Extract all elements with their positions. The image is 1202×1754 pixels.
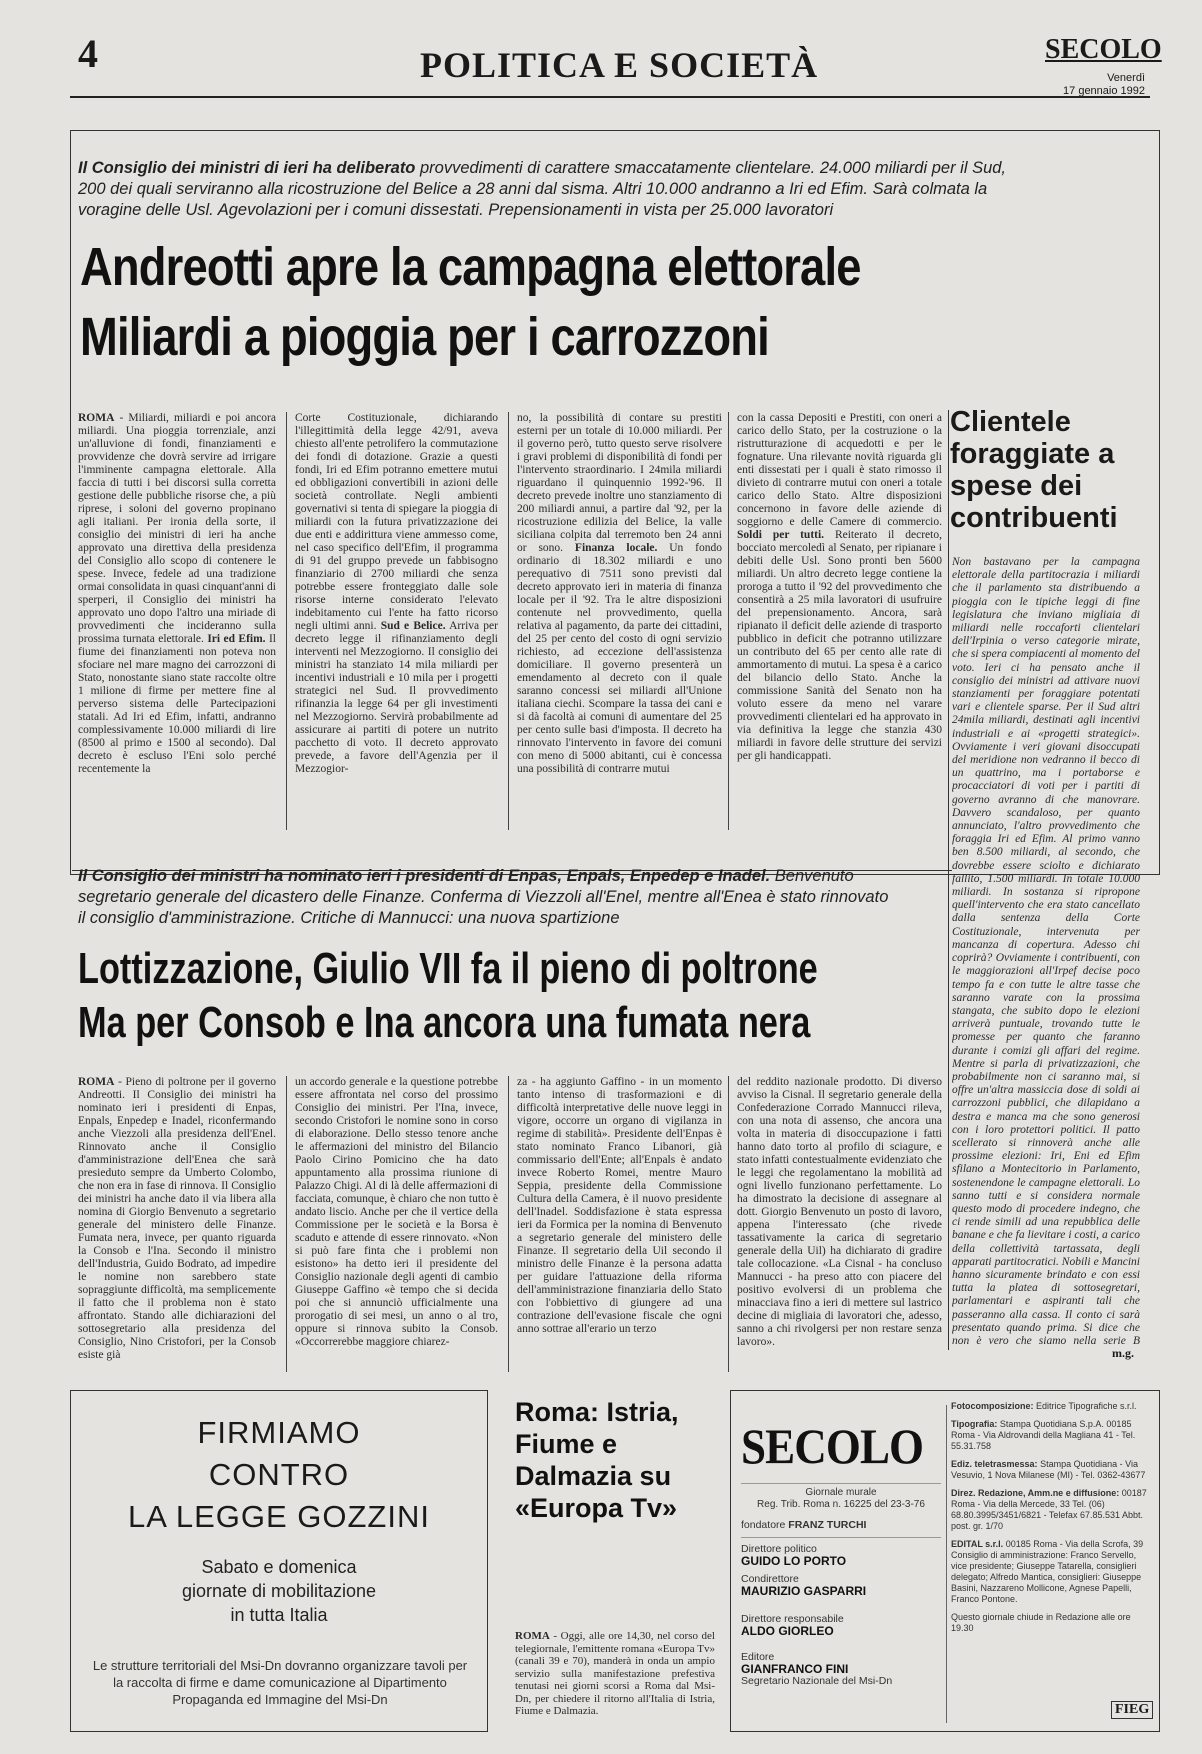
masthead-rule [741,1537,941,1538]
dateline-lead: ROMA [78,1076,115,1088]
masthead-logo: SECOLO [741,1418,924,1474]
petition-box [70,1390,488,1732]
petition-sub-1: Sabato e domenica [201,1557,357,1577]
masthead-logo-rule [741,1483,941,1484]
credit-printing: Tipografia: Stampa Quotidiana S.p.A. 00185 Roma - Via Aldrovandi della Magliana 41 - Tel. 55.31.758 [951,1419,1136,1451]
article2-column-4 [728,1076,942,1372]
condirector-label: Condirettore [741,1573,799,1585]
article2-column-3 [508,1076,722,1372]
article1-column-1 [78,412,276,830]
page-number: 4 [78,31,98,76]
column-text: Un fondo ordinario di 18.302 miliardi e uno perequativo di 7511 sono previsti dal decreto approvato ieri in materia di finanza locale per il '92. Tra le altre disposizioni contenute nel provvedimento, quella relativa al pagamento, da parte dei cittadini, del 25 per cento del costo di ogni servizio richiesto, ad eccezione dell'assistenza domiciliare. Il governo presenterà un emendamento al decreto con il quale saranno concessi sei miliardi all'Unione italiana ciechi. Scompare la tassa dei cani e si dà facoltà ai comuni di aumentare del 25 per cento sulle basi d'imposta. Il decreto ha rinnovato l'intervento in favore dei comuni con meno di 5000 abitanti, cui è concessa una possibilità di contrarre mutui [517,542,722,775]
petition-sub-2: giornate di mobilitazione [181,1581,377,1601]
credit-editorial-office: Direz. Redazione, Amm.ne e diffusione: 00187 Roma - Via della Mercede, 33 Tel. (06) 68.80.3995/3451/6821 - Telefax 67.85.531 Abbt. post. gr. 1/70 [951,1488,1147,1531]
masthead-registration: Reg. Trib. Roma n. 16225 del 23-3-76 [757,1499,925,1510]
masthead-credits [951,1401,1151,1641]
masthead-director [741,1543,951,1567]
article2-headline-2: Ma per Consob e Ina ancora una fumata nera [78,998,811,1047]
petition-footer: Le strutture territoriali del Msi-Dn dovranno organizzare tavoli per la raccolta di firme e dame comunicazione al Dipartimento Propaganda ed Immagine del Msi-Dn [92,1658,468,1707]
article1-column-2 [286,412,498,830]
date: 17 gennaio 1992 [1063,85,1145,97]
column-text: no, la possibilità di contare su prestiti esterni per un totale di 10.000 miliardi. Per il governo però, tutto questo serve risolvere i gravi problemi di disponibilità di fondi per l'intervento straordinario. I 24mila miliardi riguardano il quinquennio 1992-'96. Il decreto prevede inoltre uno stanziamento di 200 miliardi annui, a partire dal '92, per la ricostruzione edilizia del Belice, la valle siciliana colpita dal terremoto ben 24 anni or sono. [517,412,722,554]
sidebar-headline: Clientele foraggiate a spese dei contribuenti [950,406,1118,534]
credit-typesetting: Fotocomposizione: Editrice Tipografiche s.r.l. [951,1401,1137,1411]
subhead: Iri ed Efim. [207,633,266,645]
masthead-responsible [741,1613,951,1637]
column-text: Corte Costituzionale, dichiarando l'illegittimità della legge 42/91, aveva chiesto all'ente petrolifero la commutazione dei fondi di dotazione. Grazie a questi fondi, Iri ed Efim potranno emettere mutui ed obbligazioni convertibili in azioni delle società controllate. Negli ambienti governativi si tenta di spiegare la pioggia di miliardi con la futura privatizzazione dei due enti e addirittura viene ammesso come, nel caso specifico dell'Efim, il programma di 91 del gruppo prevede un fabbisogno finanziario di 2700 miliardi che senza potrebbe essere fronteggiato dalle sole risorse interne considerato l'elevato indebitamento cui l'ente ha fatto ricorso negli ultimi anni. [295,412,498,632]
column-text: - Oggi, alle ore 14,30, nel corso del telegiornale, l'emittente romana «Europa Tv» (canali 39 e 70), manderà in onda un ampio servizio sulla manifestazione prefestiva tenutasi nei giorni scorsi a Roma dal Msi-Dn, per chiedere il ritorno all'Italia di Istria, Fiume e Dalmazia. [515,1630,715,1717]
petition-line-1: FIRMIAMO [197,1415,361,1450]
column-text: un accordo generale e la questione potrebbe essere affrontata nel corso del prossimo Consiglio dei ministri. Per l'Ina, invece, secondo Cristofori le nomine sono in corso di elaborazione. Dello stesso tenore anche le affermazioni del ministro del Bilancio Paolo Cirino Pomicino che ha dato appuntamento alla prossima riunione di Palazzo Chigi. Al di là delle affermazioni di facciata, comunque, è chiaro che non tutto è andato liscio. Anche per che il vertice della Commissione per le società e la Borsa è scaduto e attende di essere rinnovato. «Non si può fare finta che i problemi non esistono» ha detto ieri il presidente del Consiglio nazionale degli agenti di cambio Giuseppe Gaffino «è tempo che si decida poi che si annunciò ufficialmente una prorogatio di sei mesi, un anno o al tro, oppure si rinnova subito la Consob. «Occorrerebbe maggiore chiarez- [295,1076,498,1348]
masthead-subtitle: Giornale murale [805,1487,877,1498]
sidebar-divider [948,410,949,1350]
kicker-bold: Il Consiglio dei ministri di ieri ha deliberato [78,159,416,177]
subhead: Sud e Belice. [380,620,446,632]
column-text: Reiterato il decreto, bocciato mercoledì al Senato, per ripianare i debiti delle Usl. Sono pronti ben 5600 miliardi. Un altro decreto legge contiene la proroga a tutto il '92 del provvedimento che consentirà a 25 mila lavoratori di usufruire del prepensionamento. Ancora, sarà ripianato il deficit delle aziende di trasporto pubblico in deficit che potranno utilizzare un contributo del 65 per cento alle rate di ammortamento di mutui. La spesa è a carico del bilancio dello Stato. Anche la commissione Sanità del Senato non ha voluto essere da meno nel varare provvedimenti clientelari ed ha approvato in via definitiva la legge che stanzia 430 miliardi in favore delle strutture dei servizi per gli handicappati. [737,529,942,762]
masthead-editor [741,1651,951,1687]
article1-column-4 [728,412,942,830]
subhead: Soldi per tutti. [737,529,825,541]
subhead: Finanza locale. [574,542,658,554]
editor-role: Segretario Nazionale del Msi-Dn [741,1675,893,1687]
masthead-condirector [741,1573,951,1597]
petition-sub-3: in tutta Italia [230,1605,328,1625]
article1-kicker [78,158,1008,221]
day: Venerdì [1107,72,1145,84]
column-text: - Pieno di poltrone per il governo Andreotti. Il Consiglio dei ministri ha nominato ieri i presidenti di Enpas, Enpals, Enpedep e Inadel, riconfermando anche Viezzoli alla presidenza dell'Enel. Rinnovato anche il Consiglio d'amministrazione dell'Enea che sarà presieduto sempre da Umberto Colombo, che non era in fase di rinnova. Il Consiglio dei ministri ha anche dato il via libera alla nomina di Giorgio Benvenuto a segretario generale del ministero delle Finanze. Fumata nera, invece, per quanto riguarda la Consob e l'Ina. Secondo il ministro dell'Industria, Guido Bodrato, ad impedire le nomine non sarebbero state sopraggiunte difficoltà, ma semplicemente il fatto che il problema non è stato affrontato. Stando alle dichiarazioni del sottosegretario alla presidenza del Consiglio, Nino Cristofori, per la Consob esiste già [78,1076,276,1361]
petition-line-2: CONTRO [208,1457,350,1492]
editor-label: Editore [741,1651,775,1663]
column-text: za - ha aggiunto Gaffino - in un momento tanto intenso di trasformazioni e di difficoltà interpretative delle nuove leggi in vigore, occorre un organo di vigilanza in regime di stabilità». Presidente dell'Enpas è stato nominato Franco Libanori, già commissario dell'Ente; all'Enpals è andato invece Roberto Romei, mentre Mauro Seppia, presidente della Commissione Cultura della Camera, è il nuovo presidente dell'Inadel. Soddisfazione è stata espressa ieri da Formica per la nomina di Benvenuto a segretario generale del ministero delle Finanze. Il segretario della Uil secondo il ministro delle Finanze è la persona adatta per guidare l'attuazione della riforma dell'amministrazione finanziaria dello Stato con l'obbiettivo di giungere ad una contrazione dell'evasione fiscale che ogni anno sottrae all'erario un terzo [517,1076,722,1335]
column-text: Arriva per decreto legge il rifinanziamento degli interventi nel Mezzogiorno. Il consiglio dei ministri ha stanziato 14 mila miliardi per incentivi industriali e 10 mila per i progetti strategici nel Sud. Il provvedimento rifinanzia la legge 64 per gli investimenti nel Mezzogiorno. Servirà probabilmente ad assicurare ai partiti di potere un nutrito pacchetto di voto. Il decreto approvato prevede, a favore dell'Agenzia per il Mezzogior- [295,620,498,775]
europa-tv-body [515,1630,715,1728]
sidebar-signature: m.g. [1112,1346,1134,1360]
director-name: GUIDO LO PORTO [741,1554,847,1568]
column-text: Il fiume dei finanziamenti non poteva non sfociare nel mare magno dei carrozzoni di Stato, nonostante siano state raccolte oltre 1 milione di firme per mettere fine al perverso sistema delle Partecipazioni statali. Ad Iri ed Efim, infatti, andranno complessivamente 10.000 miliardi di lire (8500 al primo e 1500 al secondo). Dal decreto è escluso l'Eni solo perché recentemente la [78,633,276,775]
masthead-divider [946,1405,947,1723]
newspaper-brand: SECOLO [1045,34,1162,65]
europa-tv-headline: Roma: Istria, Fiume e Dalmazia su «Europa Tv» [515,1397,679,1523]
dateline-lead: ROMA [78,412,115,424]
credit-teletransmission: Ediz. teletrasmessa: Stampa Quotidiana - Via Vesuvio, 1 Nova Milanese (MI) - Tel. 0362-43677 [951,1459,1146,1480]
article2-column-1 [78,1076,276,1372]
editor-name: GIANFRANCO FINI [741,1662,849,1676]
column-text: con la cassa Depositi e Prestiti, con oneri a carico dello Stato, per la costruzione o la ristrutturazione di acquedotti e per le fognature. Una rilevante novità riguarda gli enti dissestati per i quali è stato rimosso il divieto di contrarre mutui con oneri a totale carico dello Stato. Altre disposizioni concernono in favore delle aziende di soggiorno e delle Camere di commercio. [737,412,942,528]
responsible-label: Direttore responsabile [741,1613,844,1625]
article2-kicker [78,866,898,929]
credit-publisher: EDITAL s.r.l. 00185 Roma - Via della Scrofa, 39 Consiglio di amministrazione: Franco Servello, vice presidente; Giuseppe Tatarella, consiglieri delegato; Alfredo Mantica, consiglieri: Giuseppe Basini, Nazzareno Mollicone, Agnese Papelli, Franco Pontone. [951,1539,1144,1604]
responsible-name: ALDO GIORLEO [741,1624,834,1638]
credit-closing-time: Questo giornale chiude in Redazione alle ore 19.30 [951,1612,1131,1633]
column-text: - Miliardi, miliardi e poi ancora miliardi. Una pioggia torrenziale, anzi un'alluvione di fondi, finanziamenti e provvidenze che dovrà servire ad irrigare l'imminente campagna elettorale. Alla faccia di tutti i bei discorsi sulla corretta gestione delle pubbliche risorse che, a più riprese, i soloni del governo propinano agli italiani. Per ironia della sorte, il consiglio dei ministri di ieri ha anche approvato una direttiva della presidenza del Consiglio allo scopo di contenere le spese. Invece, fedele ad una tradizione ormai consolidata in quasi cinquant'anni di sperperi, il Consiglio dei ministri ha approvato uno dopo l'altro una miriade di provvedimenti che incideranno sulla prossima turnata elettorale. [78,412,276,645]
dateline [1035,72,1145,98]
kicker-bold: Il Consiglio dei ministri ha nominato ieri i presidenti di Enpas, Enpals, Enpedep e Inadel. [78,867,771,885]
article1-column-3 [508,412,722,830]
fieg-badge: FIEG [1111,1701,1153,1719]
article1-headline-1: Andreotti apre la campagna elettorale [80,237,861,297]
masthead-founder [741,1519,951,1531]
header-rule [70,96,1150,98]
europa-tv-box [505,1390,725,1732]
kicker-text: provvedimenti di carattere smaccatamente clientelare. 24.000 miliardi per il Sud, 200 dei quali serviranno alla ricostruzione del Belice a 28 anni dal sisma. Altri 10.000 andranno a Iri ed Efim. Sarà colmata la voragine delle Usl. Agevolazioni per i comuni dissestati. Prepensionamenti in vista per 25.000 lavoratori [78,159,1007,219]
petition-line-3: LA LEGGE GOZZINI [128,1499,430,1534]
column-text: del reddito nazionale prodotto. Di diverso avviso la Cisnal. Il segretario generale della Confederazione Corrado Mannucci rileva, con una nota di assenso, che ancora una volta in materia di disoccupazione i fatti hanno dato torto al profilo di sciagure, e stato infatti contestualmente evidenziato che le leggi che regolamentano la mobilità ad ogni livello funzionano perfettamente. Lo ha dimostrato la decisione di assegnare al dott. Giorgio Benvenuto un posto di lavoro, appena l'interessato (che rivede tassativamente la carica di segretario generale della Uil) ha dichiarato di gradire tale collocazione. «La Cisnal - ha concluso Mannucci - ha preso atto con piacere del positivo evolversi di un problema che minacciava fino a ieri di mettere sul lastrico decine di migliaia di lavoratori che, adesso, sanno a chi rivolgersi per non restare senza lavoro». [737,1076,942,1348]
article1-headline-2: Miliardi a pioggia per i carrozzoni [80,307,769,367]
article2-column-2 [286,1076,498,1372]
director-label: Direttore politico [741,1543,817,1555]
masthead-box [730,1390,1160,1732]
condirector-name: MAURIZIO GASPARRI [741,1584,867,1598]
founder-name: FRANZ TURCHI [788,1519,867,1531]
article2-headline-1: Lottizzazione, Giulio VII fa il pieno di poltrone [78,944,818,993]
founder-label: fondatore [741,1519,786,1531]
sidebar-body: Non bastavano per la campagna elettorale della partitocrazia i miliardi che il parlamento sta distribuendo a pioggia con le tipiche leggi di fine legislatura che inviano migliaia di miliardi nelle roccaforti clientelari dell'Irpinia o verso categorie mirate, che si spera compiacenti al momento del voto. Ieri ci ha pensato anche il consiglio dei ministri ad attivare nuovi stanziamenti per foraggiare potentati vari e clientele sparse. Per il Sud altri 24mila miliardi, destinati agli incentivi industriali e ai «progetti strategici». Ovviamente i veri giovani disoccupati del meridione non vedranno il becco di un quattrino, ma i portaborse e procacciatori di voti per i partiti di governo avranno di che manovrare. Davvero scandaloso, per quanto annunciato, l'altro provvedimento che foraggia Iri ed Efim. Al primo vanno ben 8.500 miliardi, al secondo, che dovrebbe essere sciolto e dichiarato fallito, 1.500 miliardi. In totale 10.000 miliardi. In sostanza si ripropone quell'intervento che era stato cancellato dalla sentenza della Corte Costituzionale, intervenuta per mancanza di copertura. Adesso chi coprirà? Ovviamente i contribuenti, con le maggiorazioni all'Irpef decise poco tempo fa e con tutte le altre tasse che saranno varate con la prossima stangata, che subito dopo le elezioni arriverà puntuale, trovando tutte le promesse per quanto che faranno durante i comizi gli affari del regime. Mentre si parla di privatizzazioni, che probabilmente non ci saranno mai, si offre un'altra massiccia dose di soldi ai carrozzoni pubblici, che dilapidano a destra e manca ma che sono generosi con i loro protettori politici. Il patto scellerato si rinnoverà anche alle prossime elezioni: Iri, Eni ed Efim sfilano a Montecitorio in Parlamento, sostenendone le campagne elettorali. Lo sanno tutti e si considera normale questo modo di procedere indegno, che ci rende simili ad una repubblica delle banane e che fa lievitare i costi, a carico della collettività tartassata, degli apparati partitocratici. Nobili e Mancini hanno sicuramente brindato e con essi tutta la platea di sottosegretari, parlamentari e aspiranti tali che passeranno alla cassa. Il conto ci sarà presentato quando prima. Si dice che non è vero che siamo nella serie B [952,556,1140,1346]
section-title: POLITICA E SOCIETÀ [420,45,819,85]
dateline-lead: ROMA [515,1630,550,1642]
kicker-text: Benvenuto segretario generale del dicastero delle Finanze. Conferma di Viezzoli all'Enel, mentre all'Enea è stato rinnovato il consiglio d'amministrazione. Critiche di Mannucci: una nuova spartizione [78,867,889,927]
